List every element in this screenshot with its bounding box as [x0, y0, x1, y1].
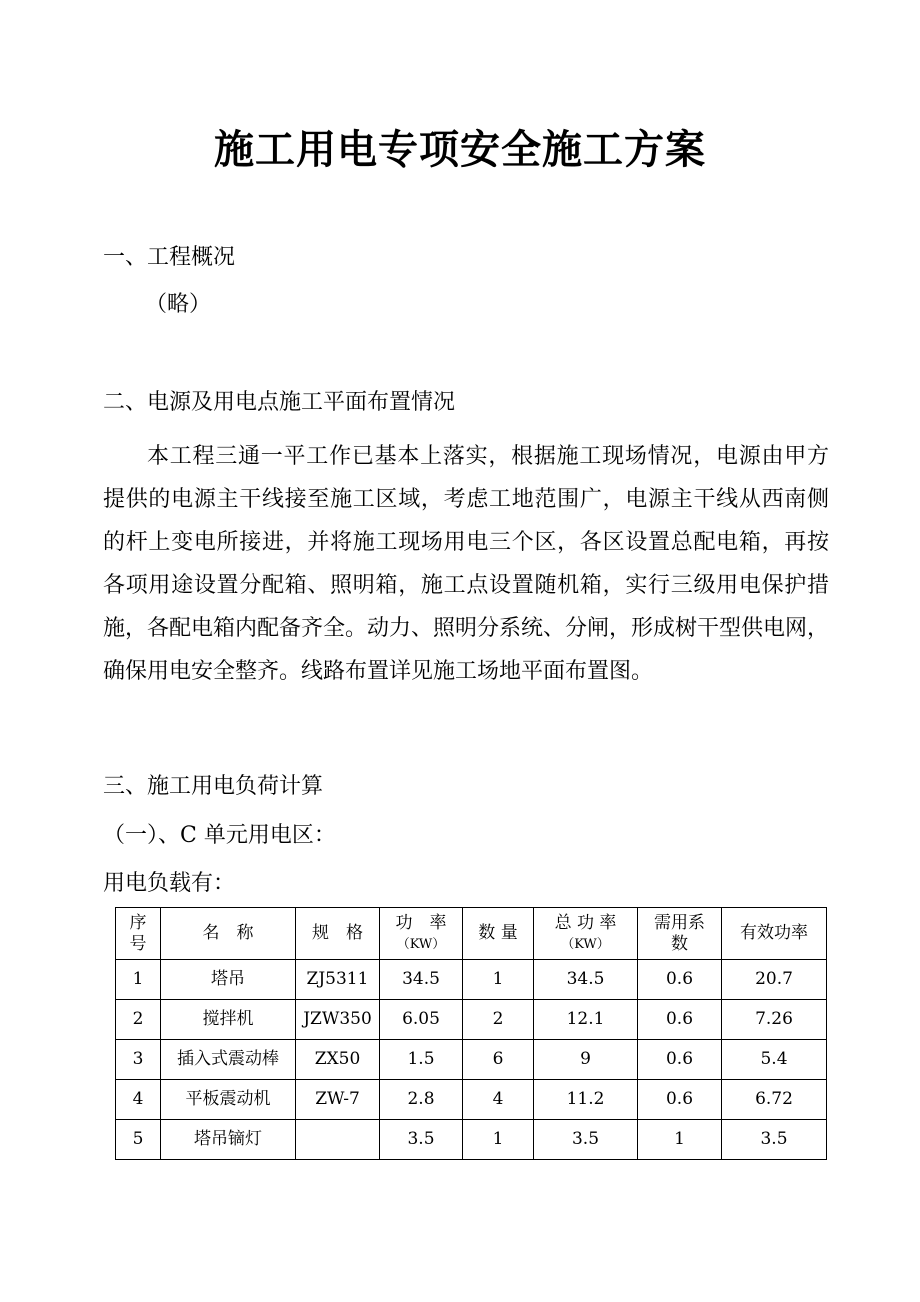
cell-power: 2.8 — [380, 1080, 463, 1120]
cell-effective: 5.4 — [722, 1040, 827, 1080]
header-total-power — [534, 908, 638, 960]
cell-total: 12.1 — [534, 1000, 638, 1040]
header-coef-line: 需用系 — [654, 912, 705, 933]
cell-qty: 1 — [463, 1120, 534, 1160]
cell-coef: 1 — [638, 1120, 722, 1160]
header-seq — [116, 908, 161, 960]
paragraph-line: 施，各配电箱内配备齐全。动力、照明分系统、分闸，形成树干型供电网， — [103, 616, 830, 641]
cell-name: 塔吊镝灯 — [161, 1120, 296, 1160]
header-qty: 数 量 — [463, 908, 534, 960]
cell-qty: 6 — [463, 1040, 534, 1080]
cell-spec: ZW-7 — [296, 1080, 380, 1120]
header-power — [380, 908, 463, 960]
cell-no: 4 — [116, 1080, 161, 1120]
cell-qty: 2 — [463, 1000, 534, 1040]
cell-power: 3.5 — [380, 1120, 463, 1160]
table-row — [116, 1120, 827, 1160]
paragraph-line: 提供的电源主干线接至施工区域，考虑工地范围广，电源主干线从西南侧 — [103, 487, 829, 512]
cell-no: 1 — [116, 960, 161, 1000]
table-row — [116, 1080, 827, 1120]
paragraph-line: 本工程三通一平工作已基本上落实，根据施工现场情况，电源由甲方 — [147, 444, 829, 469]
header-power-unit: （KW） — [396, 936, 446, 952]
cell-coef: 0.6 — [638, 960, 722, 1000]
section-1-heading: 一、工程概况 — [103, 245, 236, 270]
cell-total: 3.5 — [534, 1120, 638, 1160]
header-coef-line: 数 — [671, 933, 688, 954]
cell-spec: JZW350 — [296, 1000, 380, 1040]
cell-no: 5 — [116, 1120, 161, 1160]
cell-no: 3 — [116, 1040, 161, 1080]
cell-coef: 0.6 — [638, 1080, 722, 1120]
cell-spec: ZJ5311 — [296, 960, 380, 1000]
cell-total: 9 — [534, 1040, 638, 1080]
header-spec: 规 格 — [296, 908, 380, 960]
cell-coef: 0.6 — [638, 1000, 722, 1040]
paragraph-line: 的杆上变电所接进，并将施工现场用电三个区，各区设置总配电箱，再按 — [103, 530, 829, 555]
cell-spec: ZX50 — [296, 1040, 380, 1080]
header-total-unit: （KW） — [561, 936, 610, 952]
header-effective-power: 有效功率 — [722, 908, 827, 960]
load-table — [115, 907, 827, 1160]
section-2-paragraph — [103, 435, 829, 693]
header-coefficient — [638, 908, 722, 960]
section-3-heading: 三、施工用电负荷计算 — [103, 774, 324, 799]
cell-spec — [296, 1120, 380, 1160]
section-1-content: （略） — [145, 292, 212, 317]
cell-coef: 0.6 — [638, 1040, 722, 1080]
header-seq-line: 号 — [129, 933, 147, 954]
load-label: 用电负载有： — [103, 871, 236, 896]
header-seq-line: 序 — [129, 912, 147, 933]
cell-name: 插入式震动棒 — [161, 1040, 296, 1080]
header-power-line: 功 率 — [395, 912, 447, 933]
cell-no: 2 — [116, 1000, 161, 1040]
paragraph-line: 各项用途设置分配箱、照明箱，施工点设置随机箱，实行三级用电保护措 — [103, 573, 829, 598]
section-2-heading: 二、电源及用电点施工平面布置情况 — [103, 390, 456, 415]
paragraph-line: 确保用电安全整齐。线路布置详见施工场地平面布置图。 — [103, 659, 654, 684]
table-row — [116, 1040, 827, 1080]
header-total-line: 总 功 率 — [554, 912, 617, 933]
cell-qty: 4 — [463, 1080, 534, 1120]
cell-effective: 20.7 — [722, 960, 827, 1000]
cell-effective: 7.26 — [722, 1000, 827, 1040]
cell-name: 搅拌机 — [161, 1000, 296, 1040]
document-title: 施工用电专项安全施工方案 — [214, 126, 706, 173]
cell-name: 塔吊 — [161, 960, 296, 1000]
cell-effective: 3.5 — [722, 1120, 827, 1160]
table-row — [116, 960, 827, 1000]
table-row — [116, 1000, 827, 1040]
cell-effective: 6.72 — [722, 1080, 827, 1120]
cell-total: 34.5 — [534, 960, 638, 1000]
table-header-row — [116, 908, 827, 960]
cell-total: 11.2 — [534, 1080, 638, 1120]
section-3-subheading: （一）、C 单元用电区： — [103, 823, 336, 848]
cell-name: 平板震动机 — [161, 1080, 296, 1120]
cell-qty: 1 — [463, 960, 534, 1000]
header-name: 名 称 — [161, 908, 296, 960]
cell-power: 6.05 — [380, 1000, 463, 1040]
cell-power: 34.5 — [380, 960, 463, 1000]
cell-power: 1.5 — [380, 1040, 463, 1080]
